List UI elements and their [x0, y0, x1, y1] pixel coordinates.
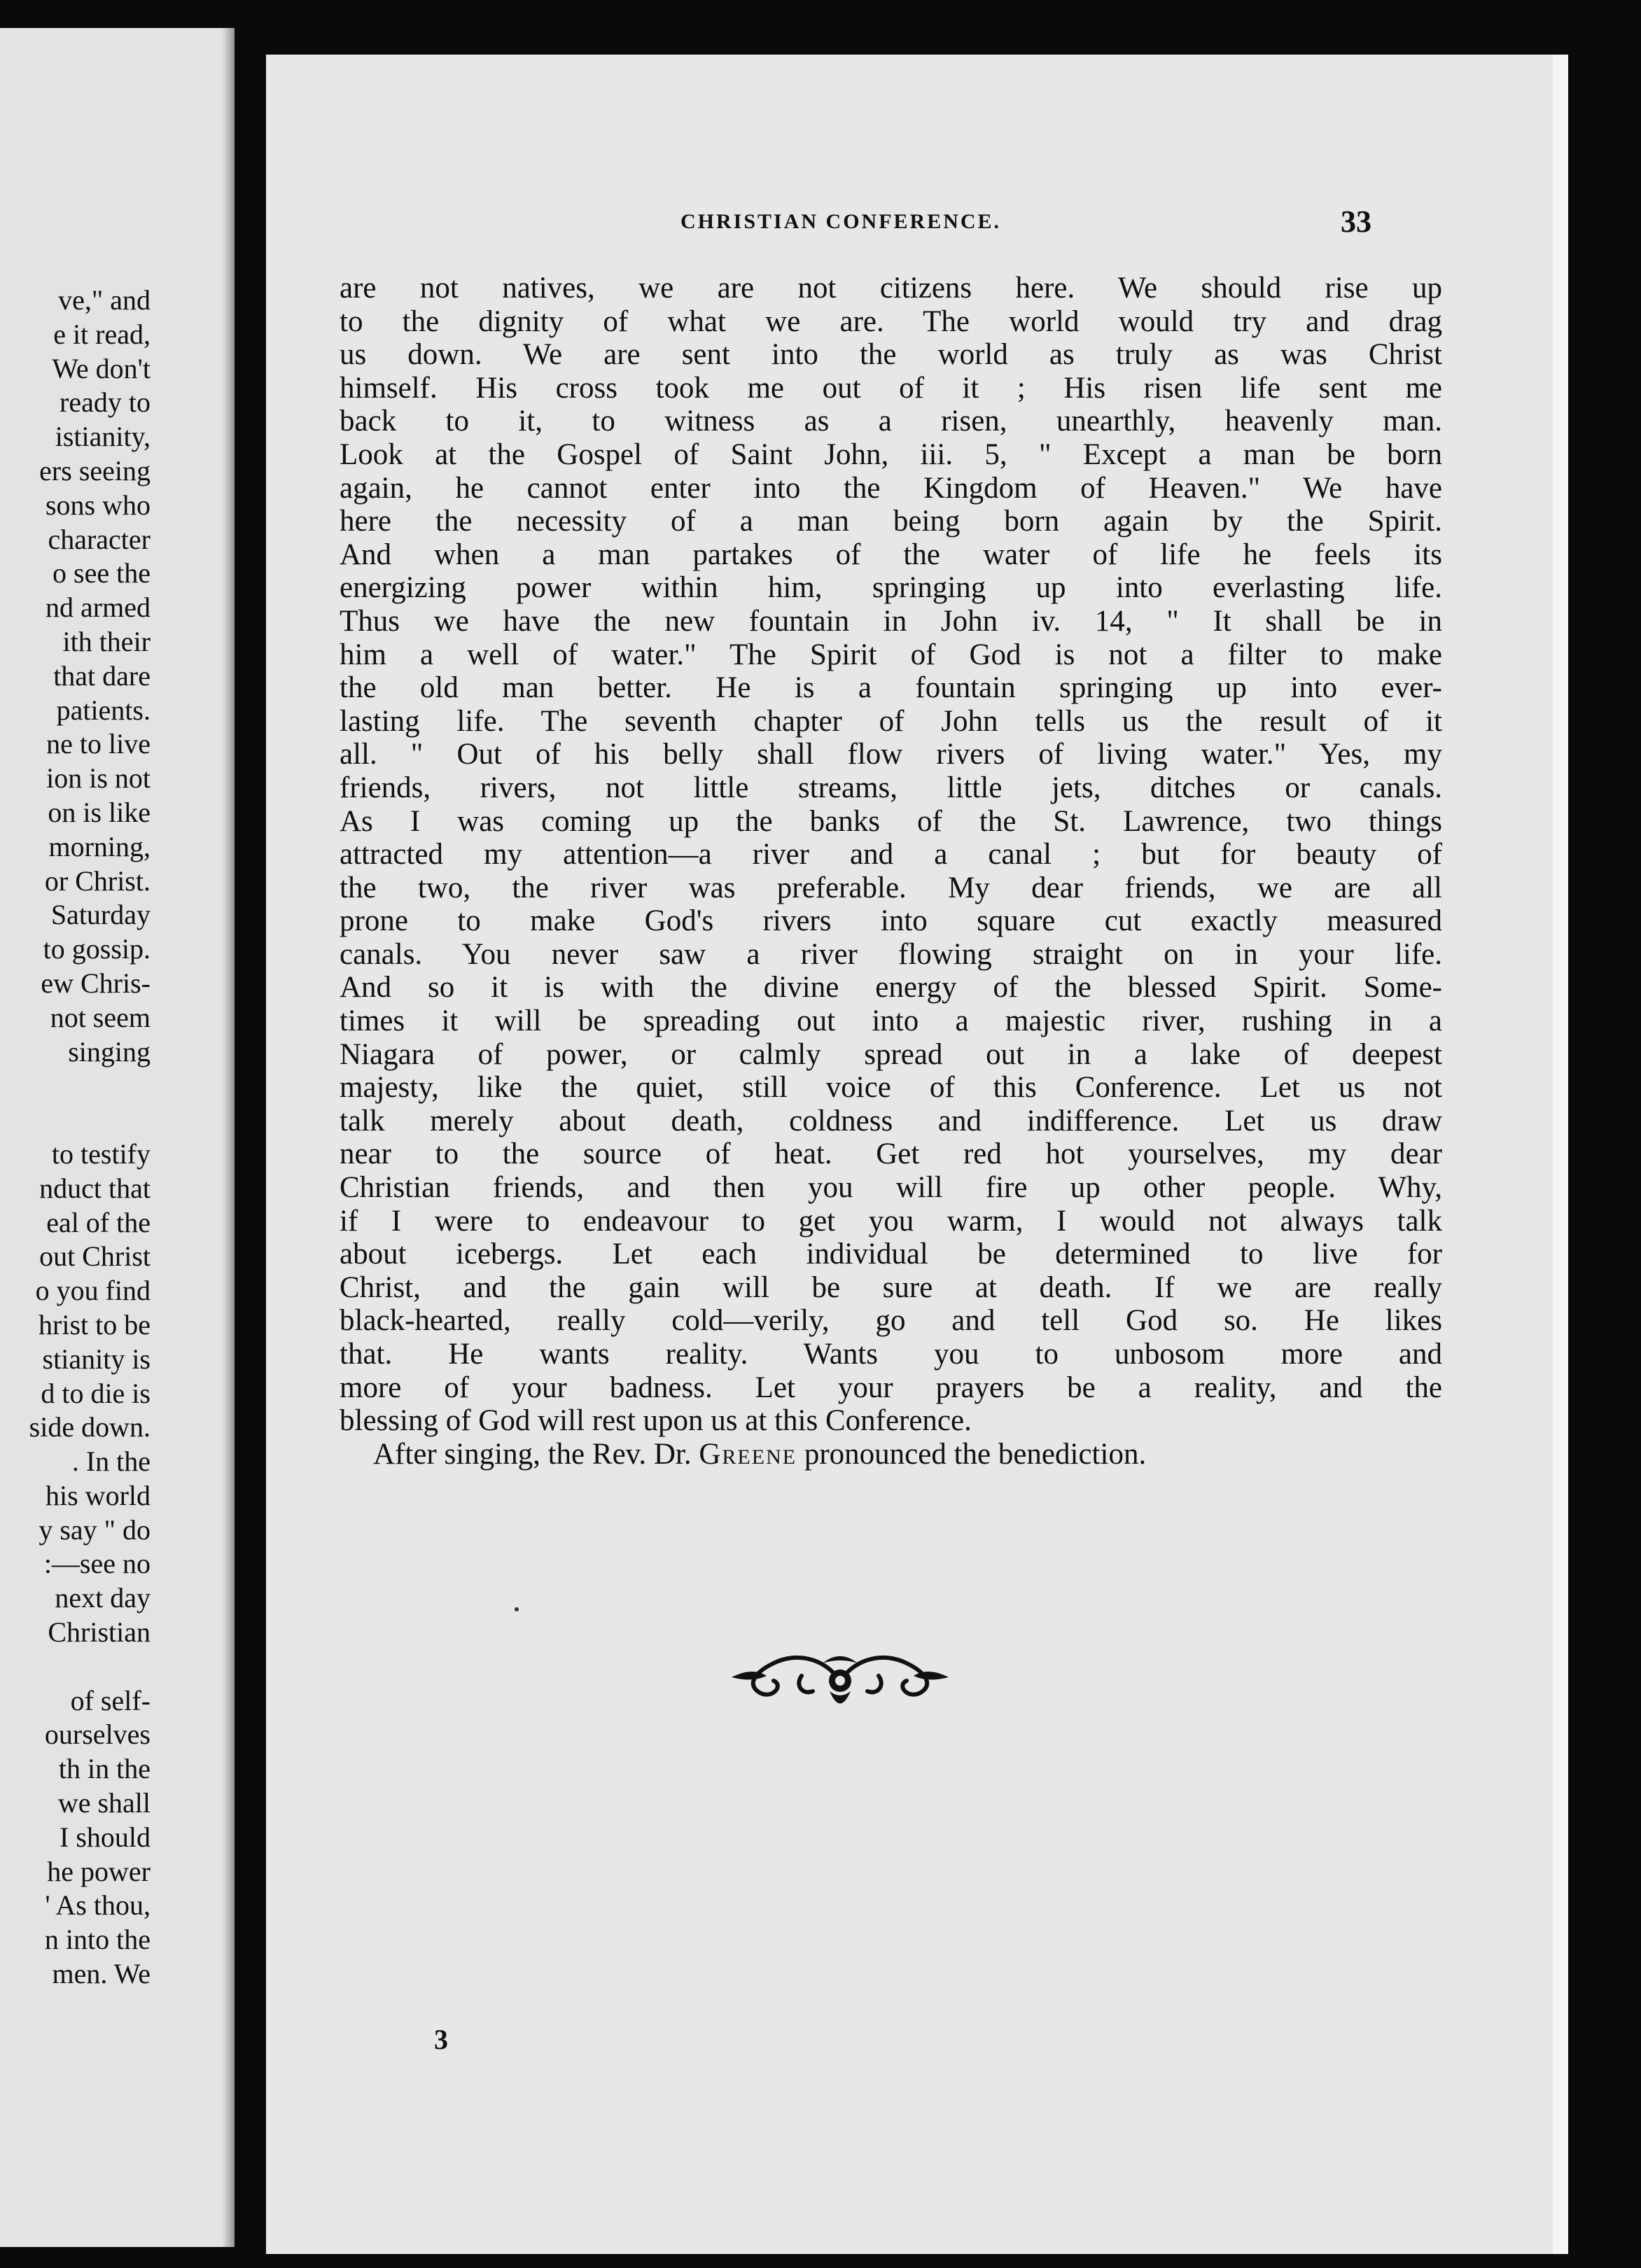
body-line: back to it, to witness as a risen, unearthly, heavenly man.	[340, 405, 1442, 438]
previous-page-line: not seem	[50, 1001, 151, 1033]
previous-page-line: hrist to be	[39, 1308, 151, 1340]
previous-page-line: out Christ	[39, 1240, 151, 1273]
previous-page-line: men. We	[52, 1958, 151, 1990]
previous-page-line: ers seeing	[39, 454, 151, 486]
previous-page-line: nd armed	[46, 592, 151, 624]
body-line: us down. We are sent into the world as truly as was Christ	[340, 338, 1442, 372]
previous-page-line: of self-	[70, 1684, 151, 1716]
previous-page-line: or Christ.	[44, 864, 151, 897]
previous-page-line: ne to live	[46, 728, 151, 760]
body-line: if I were to endeavour to get you warm, I would not always talk	[340, 1204, 1442, 1238]
previous-page-line: ith their	[62, 625, 151, 657]
previous-page-line: . In the	[71, 1446, 151, 1478]
body-line: friends, rivers, not little streams, little jets, ditches or canals.	[340, 771, 1442, 804]
previous-page-line: nduct that	[39, 1172, 151, 1204]
signature-mark: 3	[434, 2024, 448, 2055]
body-line: to the dignity of what we are. The world would try and drag	[340, 304, 1442, 338]
body-line: him a well of water." The Spirit of God is not a filter to make	[340, 638, 1442, 671]
closing-post: pronounced the benediction.	[804, 1437, 1147, 1471]
body-line: black-hearted, really cold—verily, go and tell God so. He likes	[340, 1304, 1442, 1338]
body-line: blessing of God will rest upon us at this Conference.	[340, 1404, 972, 1438]
previous-page-line: he power	[47, 1855, 151, 1887]
gutter-shadow	[222, 28, 235, 2247]
previous-page-line	[0, 1103, 151, 1138]
body-line: near to the source of heat. Get red hot yourselves, my dear	[340, 1138, 1442, 1171]
body-line: attracted my attention—a river and a canal ; but for beauty of	[340, 838, 1442, 872]
previous-page-line: sons who	[45, 489, 151, 521]
previous-page-line: to gossip.	[43, 933, 151, 965]
body-line: again, he cannot enter into the Kingdom of Heaven." We have	[340, 471, 1442, 505]
body-line: times it will be spreading out into a majestic river, rushing in a	[340, 1004, 1442, 1038]
body-line: energizing power within him, springing up into everlasting life.	[340, 571, 1442, 605]
previous-page-line: side down.	[29, 1411, 151, 1443]
closing-name: Greene	[699, 1437, 797, 1471]
body-line: canals. You never saw a river flowing straight on in your life.	[340, 937, 1442, 971]
previous-page-line: eal of the	[46, 1206, 151, 1238]
closing-pre: After singing, the Rev. Dr.	[373, 1437, 692, 1471]
previous-page-line: e it read,	[53, 318, 151, 350]
previous-page-line: stianity is	[42, 1343, 151, 1375]
body-line: Christ, and the gain will be sure at death. If we are really	[340, 1270, 1442, 1304]
previous-page-line: y say " do	[39, 1513, 151, 1546]
previous-page-line: we shall	[57, 1787, 151, 1819]
previous-page-line: ion is not	[46, 762, 151, 794]
previous-page	[0, 28, 235, 2247]
body-line: And when a man partakes of the water of life he feels its	[340, 538, 1442, 571]
body-line: lasting life. The seventh chapter of John tells us the result of it	[340, 704, 1442, 738]
previous-page-line: o you find	[35, 1275, 151, 1307]
body-line: Christian friends, and then you will fire up other people. Why,	[340, 1171, 1442, 1205]
current-page	[266, 55, 1568, 2254]
body-line: the old man better. He is a fountain springing up into ever-	[340, 671, 1442, 705]
ornament-icon	[725, 1642, 956, 1719]
previous-page-line: n into the	[44, 1924, 151, 1956]
previous-page-line: Christian	[48, 1616, 151, 1648]
ink-speck	[515, 1607, 519, 1611]
body-text	[340, 272, 1442, 1471]
body-line: Niagara of power, or calmly spread out in a lake of deepest	[340, 1037, 1442, 1071]
body-line: about icebergs. Let each individual be determined to live for	[340, 1238, 1442, 1271]
previous-page-line: I should	[60, 1821, 151, 1853]
previous-page-line: patients.	[56, 694, 151, 726]
previous-page-line: Saturday	[50, 899, 151, 931]
body-line: And so it is with the divine energy of the blessed Spirit. Some-	[340, 971, 1442, 1004]
body-line: are not natives, we are not citizens here. We should rise up	[340, 272, 1442, 304]
body-paragraph	[340, 272, 1442, 1438]
previous-page-line: ready to	[60, 386, 151, 419]
body-line: all. " Out of his belly shall flow rivers of living water." Yes, my	[340, 738, 1442, 771]
previous-page-line: his world	[46, 1479, 151, 1511]
previous-page-line: :—see no	[43, 1548, 151, 1580]
previous-page-line	[0, 1069, 151, 1103]
body-line: the two, the river was preferable. My dear friends, we are all	[340, 871, 1442, 904]
previous-page-line: d to die is	[41, 1377, 151, 1409]
previous-page-line: ve," and	[58, 284, 151, 316]
previous-page-line: ew Chris-	[41, 967, 151, 999]
previous-page-line: to testify	[51, 1138, 151, 1170]
previous-page-line	[0, 1650, 151, 1684]
body-line: here the necessity of a man being born again by the Spirit.	[340, 505, 1442, 538]
previous-page-line: morning,	[48, 830, 151, 862]
body-line: more of your badness. Let your prayers be a reality, and the	[340, 1371, 1442, 1404]
previous-page-line: character	[48, 523, 151, 555]
previous-page-line: We don't	[52, 352, 151, 384]
previous-page-line: th in the	[58, 1753, 151, 1785]
running-head: CHRISTIAN CONFERENCE.	[680, 210, 1002, 233]
body-line: prone to make God's rivers into square cut exactly measured	[340, 904, 1442, 938]
previous-page-line: ourselves	[44, 1718, 151, 1751]
previous-page-line: that dare	[53, 659, 151, 692]
previous-page-line: istianity,	[55, 421, 151, 453]
body-line: himself. His cross took me out of it ; His risen life sent me	[340, 371, 1442, 405]
closing-line	[340, 1438, 1442, 1471]
previous-page-line: next day	[55, 1582, 151, 1614]
previous-page-line: ' As thou,	[45, 1889, 151, 1921]
page-number: 33	[1341, 204, 1371, 239]
previous-page-text	[0, 284, 153, 1991]
previous-page-line: singing	[68, 1035, 151, 1068]
page-edge	[1553, 55, 1568, 2254]
previous-page-line: on is like	[48, 796, 151, 828]
body-line: majesty, like the quiet, still voice of this Conference. Let us not	[340, 1071, 1442, 1105]
body-line: Look at the Gospel of Saint John, iii. 5, " Except a man be born	[340, 438, 1442, 471]
body-line: talk merely about death, coldness and indifference. Let us draw	[340, 1104, 1442, 1138]
body-line: Thus we have the new fountain in John iv. 14, " It shall be in	[340, 604, 1442, 638]
body-line: that. He wants reality. Wants you to unbosom more and	[340, 1338, 1442, 1371]
previous-page-line: o see the	[53, 557, 151, 589]
body-line: As I was coming up the banks of the St. Lawrence, two things	[340, 804, 1442, 838]
